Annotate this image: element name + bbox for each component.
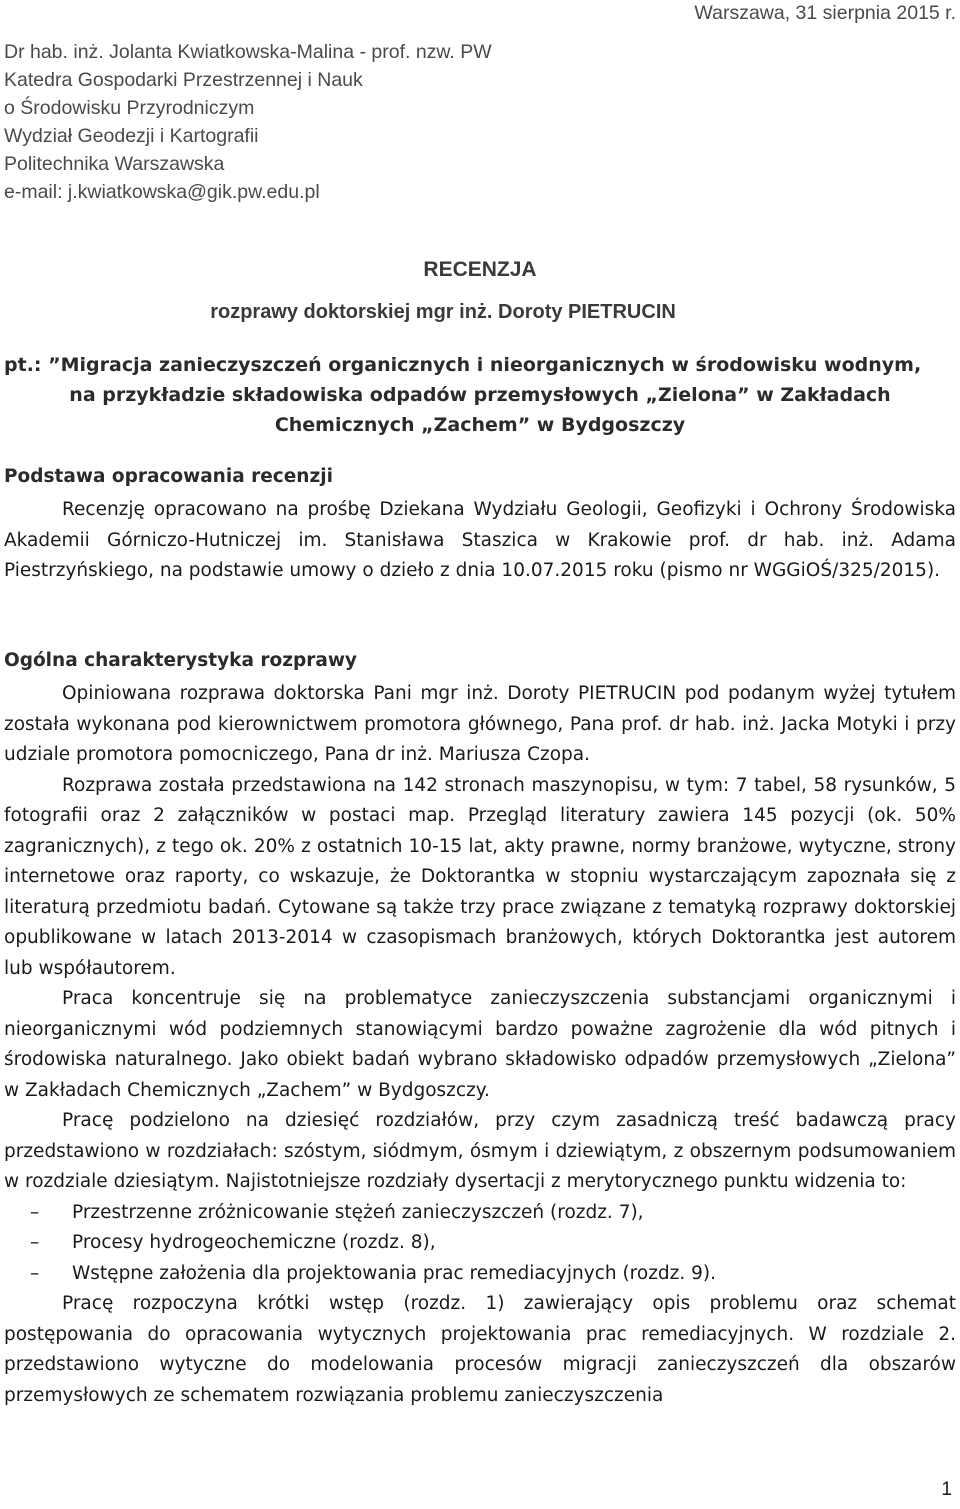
- overview-heading: Ogólna charakterystyka rozprawy: [4, 650, 357, 671]
- list-item: – Przestrzenne zróżnicowanie stężeń zanieczyszczeń (rozdz. 7),: [4, 1198, 956, 1229]
- basis-paragraph: Recenzję opracowano na prośbę Dziekana Wydziału Geologii, Geofizyki i Ochrony Środowiska Akademii Górniczo-Hutniczej im. Stanisława Staszica w Krakowie prof. dr hab. inż. Adama Piestrzyńskiego, na podstawie umowy o dzieło z dnia 10.07.2015 roku (pismo nr WGGiOŚ/325/2015).: [4, 499, 956, 581]
- document-subtitle: rozprawy doktorskiej mgr inż. Doroty PIETRUCIN: [210, 301, 676, 323]
- thesis-topic: [4, 350, 956, 440]
- list-item: – Wstępne założenia dla projektowania prac remediacyjnych (rozdz. 9).: [4, 1259, 956, 1290]
- overview-paragraph-promoters: Opiniowana rozprawa doktorska Pani mgr inż. Doroty PIETRUCIN pod podanym wyżej tytułem została wykonana pod kierownictwem promotora głównego, Pana prof. dr hab. inż. Jacka Motyki i przy udziale promotora pomocniczego, Pana dr inż. Mariusza Czopa.: [4, 683, 956, 765]
- sender-department-cont: o Środowisku Przyrodniczym: [4, 97, 255, 119]
- overview-paragraph-focus: Praca koncentruje się na problematyce zanieczyszczenia substancjami organicznymi i nieorganicznymi wód podziemnych stanowiącymi bardzo poważne zagrożenie dla wód pitnych i środowiska naturalnego. Jako obiekt badań wybrano składowisko odpadów przemysłowych „Zielona” w Zakładach Chemicznych „Zachem” w Bydgoszczy.: [4, 988, 956, 1101]
- thesis-topic-rest: na przykładzie składowiska odpadów przemysłowych „Zielona” w Zakładach Chemicznych „Zachem” w Bydgoszczy: [69, 384, 891, 436]
- overview-section: [4, 646, 956, 1411]
- sender-email: e-mail: j.kwiatkowska@gik.pw.edu.pl: [4, 181, 320, 203]
- list-dash: –: [30, 1262, 40, 1284]
- list-dash: –: [30, 1201, 40, 1223]
- basis-section: [4, 462, 956, 587]
- basis-heading: Podstawa opracowania recenzji: [4, 466, 333, 487]
- letter-date: Warszawa, 31 sierpnia 2015 r.: [694, 2, 956, 24]
- page-number: 1: [941, 1479, 952, 1500]
- sender-block: [4, 38, 492, 206]
- list-dash: –: [30, 1232, 40, 1253]
- sender-department: Katedra Gospodarki Przestrzennej i Nauk: [4, 69, 363, 91]
- overview-paragraph-structure: Pracę podzielono na dziesięć rozdziałów, przy czym zasadniczą treść badawczą pracy przedstawiono w rozdziałach: szóstym, siódmym, ósmym i dziewiątym, z obszernym podsumowaniem w rozdziale dziesiątym. Najistotniejsze rozdziały dysertacji z merytorycznego punktu widzenia to:: [4, 1110, 956, 1192]
- overview-paragraph-scope: Rozprawa została przedstawiona na 142 stronach maszynopisu, w tym: 7 tabel, 58 rysunków, 5 fotografii oraz 2 załączników w postaci map. Przegląd literatury zawiera 145 pozycji (ok. 50% zagranicznych), z tego ok. 20% z ostatnich 10-15 lat, akty prawne, normy branżowe, wytyczne, strony internetowe oraz raporty, co wskazuje, że Doktorantka w stopniu wystarczającym zapoznała się z literaturą przedmiotu badań. Cytowane są także trzy prace związane z tematyką rozprawy doktorskiej opublikowane w latach 2013-2014 w czasopismach branżowych, których Doktorantka jest autorem lub współautorem.: [4, 774, 956, 979]
- document-title: RECENZJA: [423, 258, 537, 281]
- list-item: – Procesy hydrogeochemiczne (rozdz. 8),: [4, 1228, 956, 1259]
- overview-paragraph-intro: Pracę rozpoczyna krótki wstęp (rozdz. 1) zawierający opis problemu oraz schemat postępowania do opracowania wytycznych projektowania prac remediacyjnych. W rozdziale 2. przedstawiono wytyczne do modelowania procesów migracji zanieczyszczeń dla obszarów przemysłowych ze schematem rozwiązania problemu zanieczyszczenia: [4, 1293, 956, 1406]
- sender-university: Politechnika Warszawska: [4, 153, 225, 175]
- key-chapters-list: [4, 1198, 956, 1290]
- thesis-topic-first-line: pt.: ”Migracja zanieczyszczeń organicznych i nieorganicznych w środowisku wodnym,: [4, 354, 922, 376]
- sender-faculty: Wydział Geodezji i Kartografii: [4, 125, 259, 147]
- sender-name: Dr hab. inż. Jolanta Kwiatkowska-Malina - prof. nzw. PW: [4, 41, 492, 63]
